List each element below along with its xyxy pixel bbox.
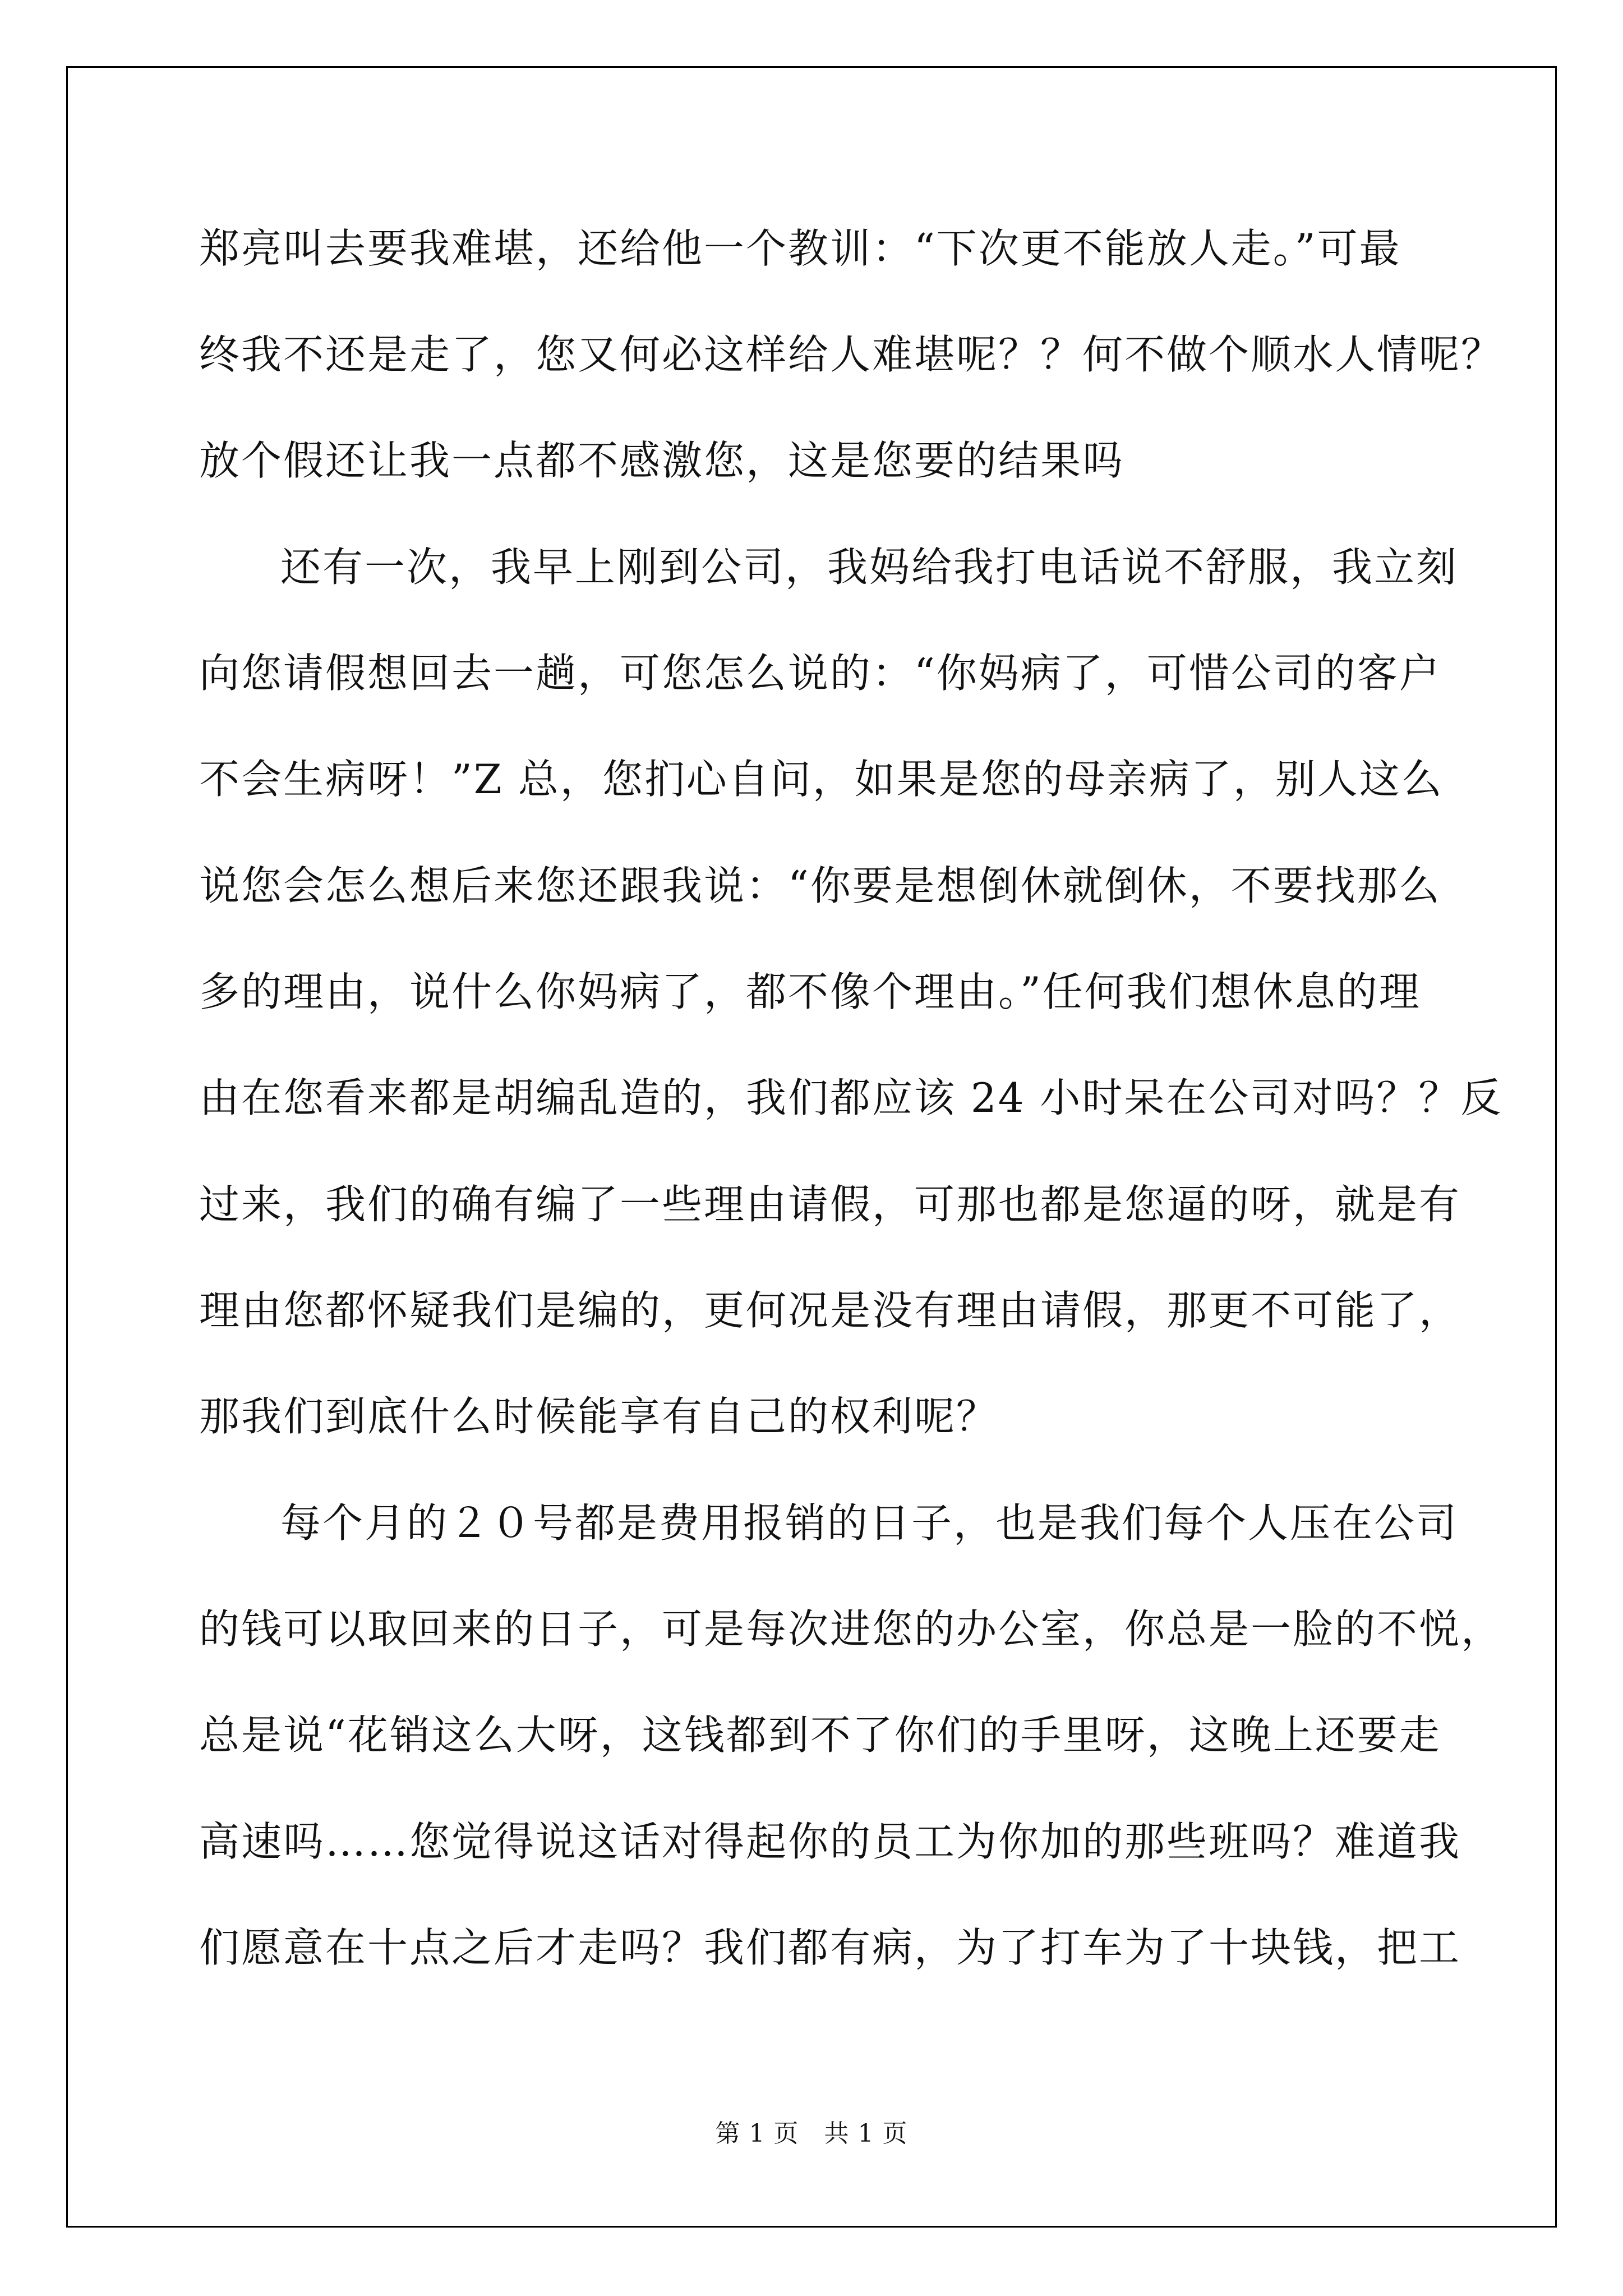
- text-line-11: 理由您都怀疑我们是编的，更何况是没有理由请假，那更不可能了，: [199, 1287, 1461, 1334]
- text-line-6: 不会生病呀！”Z 总，您扪心自问，如果是您的母亲病了，别人这么: [199, 756, 1444, 803]
- text-line-15: 总是说“花销这么大呀，这钱都到不了你们的手里呀，这晚上还要走: [199, 1711, 1441, 1759]
- text-line-9: 由在您看来都是胡编乱造的，我们都应该 24 小时呆在公司对吗？？反: [199, 1074, 1503, 1121]
- text-line-14: 的钱可以取回来的日子，可是每次进您的办公室，你总是一脸的不悦，: [199, 1605, 1504, 1653]
- text-line-16: 高速吗……您觉得说这话对得起你的员工为你加的那些班吗？难道我: [199, 1818, 1461, 1865]
- text-line-17: 们愿意在十点之后才走吗？我们都有病，为了打车为了十块钱，把工: [199, 1924, 1461, 1971]
- text-line-13: 每个月的２０号都是费用报销的日子，也是我们每个人压在公司: [280, 1499, 1459, 1547]
- text-line-5: 向您请假想回去一趟，可您怎么说的：“你妈病了，可惜公司的客户: [199, 650, 1441, 697]
- page-footer: 第 1 页 共 1 页: [715, 2119, 908, 2148]
- text-line-1: 郑亮叫去要我难堪，还给他一个教训：“下次更不能放人走。”可最: [199, 225, 1401, 272]
- page-border: [66, 66, 1557, 2228]
- text-line-4: 还有一次，我早上刚到公司，我妈给我打电话说不舒服，我立刻: [280, 544, 1459, 591]
- text-line-12: 那我们到底什么时候能享有自己的权利呢？: [199, 1393, 999, 1440]
- text-line-3: 放个假还让我一点都不感激您，这是您要的结果吗: [199, 437, 1125, 484]
- text-line-2: 终我不还是走了，您又何必这样给人难堪呢？？何不做个顺水人情呢？: [199, 331, 1504, 378]
- text-line-10: 过来，我们的确有编了一些理由请假，可那也都是您逼的呀，就是有: [199, 1181, 1461, 1228]
- text-line-7: 说您会怎么想后来您还跟我说：“你要是想倒休就倒休，不要找那么: [199, 862, 1441, 909]
- text-line-8: 多的理由，说什么你妈病了，都不像个理由。”任何我们想休息的理: [199, 968, 1421, 1015]
